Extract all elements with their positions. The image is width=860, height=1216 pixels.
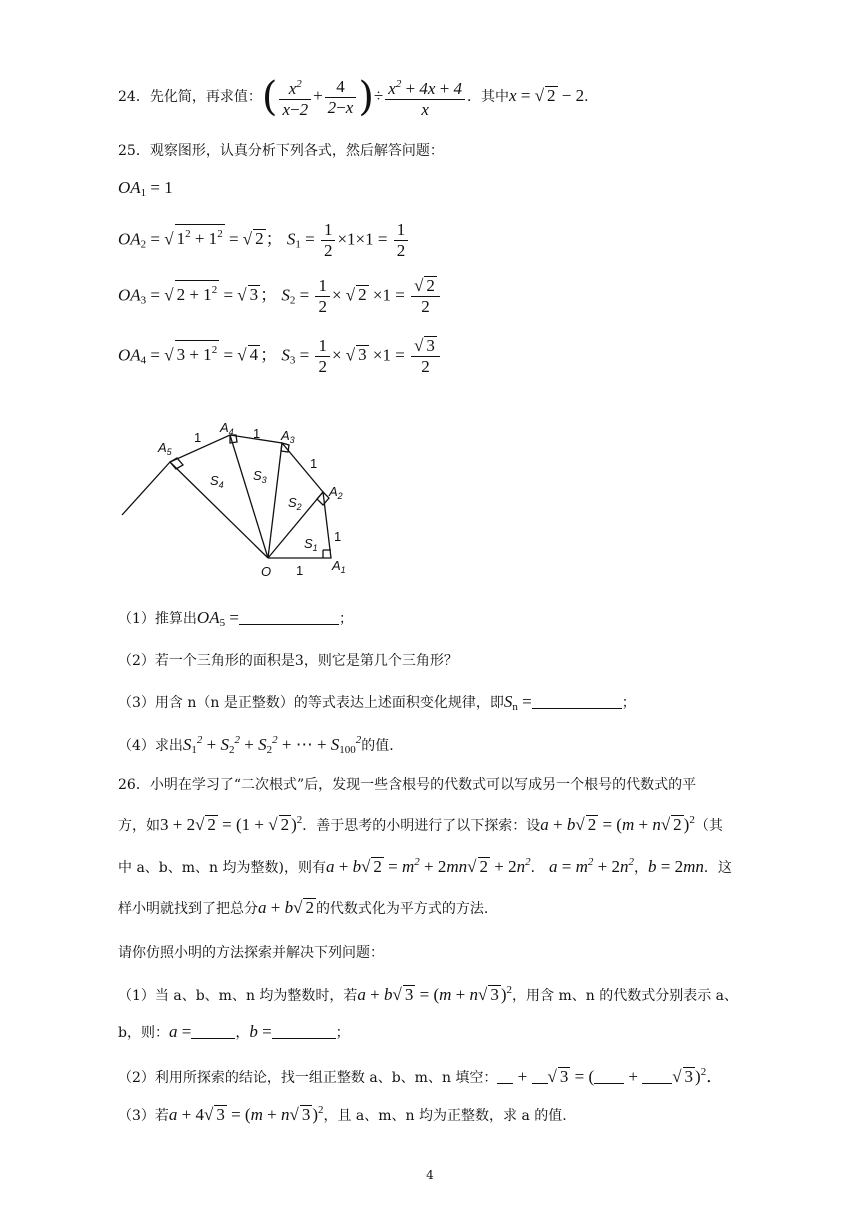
q25-intro: 25．观察图形，认真分析下列各式，然后解答问题： bbox=[118, 143, 444, 159]
label-a1: $A_1$ bbox=[332, 558, 346, 575]
q24-suffix: ． bbox=[584, 89, 599, 105]
label-s4: $S_4$ bbox=[210, 473, 224, 490]
q24-middle: ．其中 bbox=[467, 89, 510, 105]
answer-blank-a[interactable] bbox=[191, 1024, 235, 1039]
answer-blank-oa5[interactable] bbox=[239, 610, 339, 625]
label-one-a5a4: 1 bbox=[194, 430, 202, 445]
spoke-oa3 bbox=[268, 443, 282, 558]
spiral-triangles-figure bbox=[118, 410, 368, 585]
q25-eq-oa1: $OA_1 = 1$ bbox=[118, 178, 173, 199]
q26-p2: （2）利用所探索的结论，找一组正整数 a、b、m、n 填空： + √ 3 = ( + √ 3 )$^2$． bbox=[118, 1066, 724, 1086]
answer-blank-p2-b[interactable] bbox=[532, 1069, 548, 1084]
answer-blank-sn[interactable] bbox=[532, 694, 622, 709]
answer-blank-p2-a[interactable] bbox=[497, 1069, 513, 1084]
page-number: 4 bbox=[426, 1168, 434, 1182]
answer-blank-b[interactable] bbox=[272, 1024, 336, 1039]
q25-sub4: （4）求出$S_1^2 + S_2^2 + S_2^2$ + ⋯ + $S_{100}^2$的值. bbox=[118, 734, 394, 756]
label-a2: $A_2$ bbox=[329, 484, 343, 501]
q26-line2: 方，如3 + 2√ 2 = (1 + √ 2 )$^2$．善于思考的小明进行了以下探索：设a + b√ 2 = (m + n√ 2 )$^2$（其 bbox=[118, 814, 723, 834]
label-s1: $S_1$ bbox=[304, 536, 318, 553]
q25-eq-oa2: $OA_2$ = √ $1^2 + 1^2$ = √ 2 ； $S_1$ = $\frac{1}{2}$ ×1×1 = $\frac{1}{2}$ bbox=[118, 220, 410, 261]
q26-p3: （3）若a + 4√ 3 = (m + n√ 3 )$^2$，且 a、m、n 均为正整数，求 a 的值. bbox=[118, 1104, 567, 1124]
label-one-a3a2: 1 bbox=[310, 456, 318, 471]
q24-prefix: 24．先化简，再求值： bbox=[118, 89, 262, 105]
label-a4: $A_4$ bbox=[220, 420, 234, 437]
outer-edge bbox=[122, 435, 331, 558]
answer-blank-p2-m[interactable] bbox=[594, 1069, 624, 1084]
q26-p1: （1）当 a、b、m、n 均为整数时，若a + b√ 3 = (m + n√ 3 )$^2$，用含 m、n 的代数式分别表示 a、 bbox=[118, 984, 738, 1004]
q25-sub3: （3）用含 n（n 是正整数）的等式表达上述面积变化规律，即$S_n$ = ； bbox=[118, 692, 636, 713]
answer-blank-p2-n[interactable] bbox=[642, 1069, 672, 1084]
q26-line1: 26．小明在学习了“二次根式”后，发现一些含根号的代数式可以写成另一个根号的代数式的平 bbox=[118, 777, 697, 793]
q26-line5: 请你仿照小明的方法探索并解决下列问题： bbox=[118, 945, 384, 961]
label-o: O bbox=[261, 564, 272, 579]
label-a3: $A_3$ bbox=[281, 428, 295, 445]
q25-sub1: （1）推算出$OA_5$ = ； bbox=[118, 608, 353, 629]
q24-line: 24．先化简，再求值：( $\frac{x^2}{x-2}$ + $\frac{4}{2-x}$ )÷ $\frac{x^2 + 4x + 4}{x}$ ．其中x = √ 2 − 2． bbox=[118, 74, 599, 120]
q26-line4: 样小明就找到了把总分a + b√ 2 的代数式化为平方式的方法. bbox=[118, 898, 489, 917]
label-s3: $S_3$ bbox=[253, 468, 267, 485]
label-one-a4a3: 1 bbox=[253, 426, 261, 441]
label-s2: $S_2$ bbox=[288, 495, 302, 512]
q26-p1-line2: b，则：a = ，b = ； bbox=[118, 1022, 350, 1041]
label-a5: $A_5$ bbox=[158, 440, 172, 457]
label-one-oa1: 1 bbox=[296, 563, 304, 578]
q25-sub2: （2）若一个三角形的面积是3，则它是第几个三角形？ bbox=[118, 653, 458, 669]
q25-eq-oa3: $OA_3$ = √ $2 + 1^2$ = √ 3 ； $S_2$ = $\frac{1}{2}$ × √ 2 ×1 = $\frac{√ 2}{2}$ bbox=[118, 276, 442, 317]
label-one-a2a1: 1 bbox=[334, 529, 342, 544]
q26-line3: 中 a、b、m、n 均为整数)，则有a + b√ $2 = m^2 + 2mn√$ $2 + 2n^2$． $a = m^2 + 2n^2$，b = 2mn．这 bbox=[118, 856, 732, 876]
q25-eq-oa4: $OA_4$ = √ $3 + 1^2$ = √ 4 ； $S_3$ = $\frac{1}{2}$ × √ 3 ×1 = $\frac{√ 3}{2}$ bbox=[118, 336, 442, 377]
